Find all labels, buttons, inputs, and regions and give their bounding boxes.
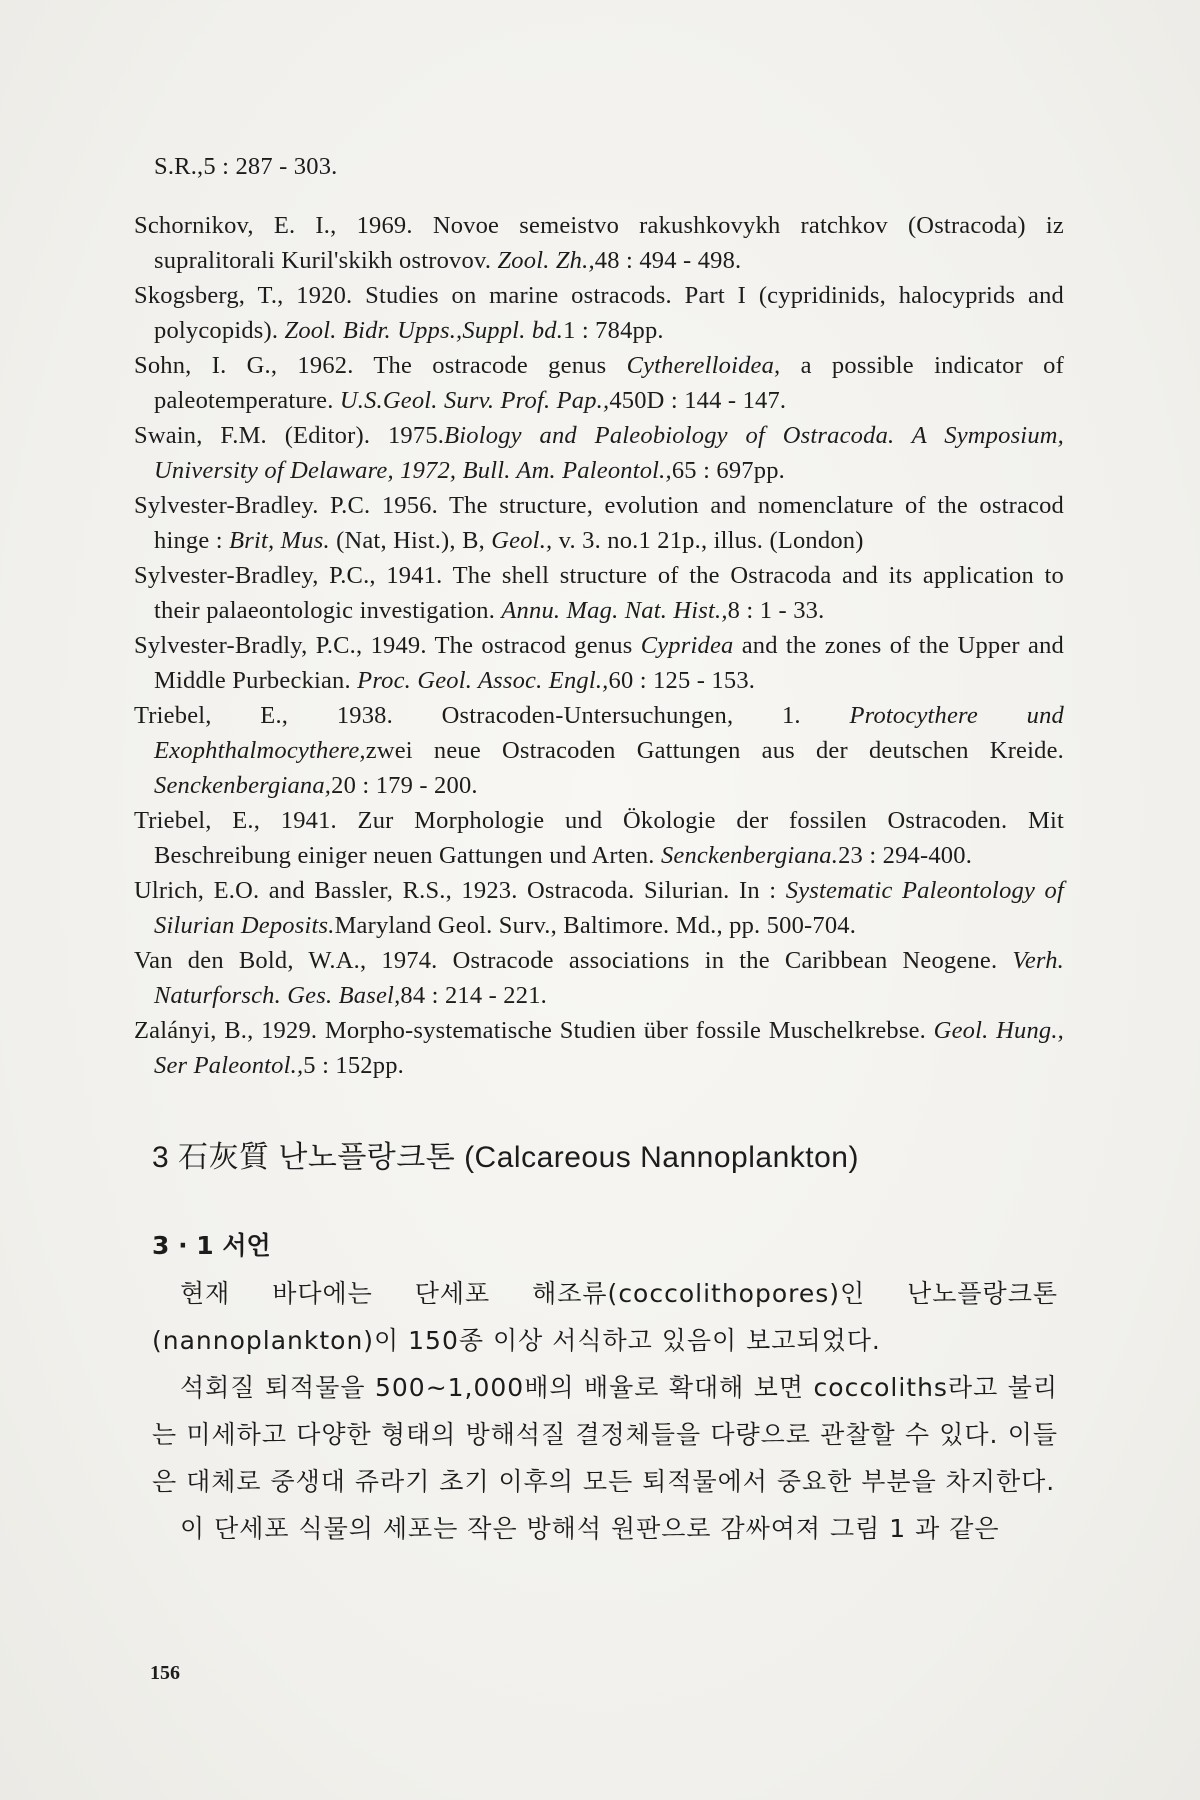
reference-text: and the zones of the Upper and Middle Purbeckian. [154, 632, 1065, 694]
reference-italic-text: Zool. Zh., [497, 247, 595, 274]
reference-entry [134, 558, 1064, 628]
reference-list [134, 124, 1064, 1083]
reference-text: Sylvester-Bradley. P.C. 1956. The structure, evolution and nomenclature of the ostracod hinge : [134, 492, 1064, 554]
reference-italic-text: Zool. Bidr. Upps.,Suppl. bd. [284, 317, 564, 344]
reference-text: (Nat, Hist.), B, [329, 527, 492, 554]
reference-continuation: S.R.,5 : 287 - 303. [154, 152, 338, 180]
reference-text: Triebel, E., 1938. Ostracoden-Untersuchungen, 1. [134, 702, 850, 729]
reference-italic-text: Senckenbergiana, [154, 772, 332, 799]
reference-text: Ulrich, E.O. and Bassler, R.S., 1923. Ostracoda. Silurian. In : [134, 877, 786, 904]
subsection-heading: 3 · 1 서언 [152, 1231, 271, 1260]
reference-entry [134, 418, 1064, 488]
section-body [152, 1270, 1058, 1552]
reference-text: Schornikov, E. I., 1969. Novoe semeistvo rakushkovykh ratchkov (Ostracoda) iz supralitorali Kuril'skikh ostrovov. [134, 212, 1064, 274]
reference-italic-text: Biology and Paleobiology of Ostracoda. A Symposium, University of Delaware, 1972, Bull. Am. Paleontol., [154, 422, 1064, 484]
body-paragraph: 현재 바다에는 단세포 해조류(coccolithopores)인 난노플랑크톤(nannoplankton)이 150종 이상 서식하고 있음이 보고되었다. [152, 1279, 1058, 1355]
reference-entry [134, 803, 1064, 873]
reference-text: Skogsberg, T., 1920. Studies on marine ostracods. Part I (cypridinids, halocyprids and polycopids). [134, 282, 1064, 344]
reference-text: v. 3. no.1 21p., illus. (London) [552, 527, 864, 554]
reference-entry [134, 348, 1064, 418]
reference-entry [134, 1013, 1064, 1083]
reference-text: zwei neue Ostracoden Gattungen aus der deutschen Kreide. [365, 737, 1064, 764]
reference-italic-text: U.S.Geol. Surv. Prof. Pap., [339, 387, 610, 414]
reference-text: 84 : 214 - 221. [400, 982, 547, 1009]
reference-italic-text: Protocythere und Exophthalmocythere, [154, 702, 1065, 764]
reference-italic-text: Systematic Paleontology of Silurian Deposits. [154, 877, 1064, 939]
reference-text: Sylvester-Bradly, P.C., 1949. The ostracod genus [134, 632, 641, 659]
reference-text: 65 : 697pp. [671, 457, 785, 484]
reference-text: Sylvester-Bradley, P.C., 1941. The shell structure of the Ostracoda and its application to their palaeontologic investigation. [134, 562, 1064, 624]
reference-italic-text: Proc. Geol. Assoc. Engl., [357, 667, 609, 694]
reference-italic-text: Verh. Naturforsch. Ges. Basel, [154, 947, 1064, 1009]
reference-entry [134, 208, 1064, 278]
reference-italic-text: Brit, Mus. [229, 527, 330, 554]
reference-italic-text: Annu. Mag. Nat. Hist., [501, 597, 728, 624]
reference-italic-text: Cytherelloidea, [626, 352, 781, 379]
section-title: 3 石灰質 난노플랑크톤 (Calcareous Nannoplankton) [152, 1141, 859, 1174]
body-paragraph: 이 단세포 식물의 세포는 작은 방해석 원판으로 감싸여져 그림 1 과 같은 [180, 1514, 1000, 1543]
reference-entries [134, 208, 1064, 1083]
body-paragraph: 석회질 퇴적물을 500~1,000배의 배율로 확대해 보면 coccoliths라고 불리는 미세하고 다양한 형태의 방해석질 결정체들을 다량으로 관찰할 수 있다. 이들은 대체로 중생대 쥬라기 초기 이후의 모든 퇴적물에서 중요한 부분을 차지한다. [152, 1373, 1058, 1496]
reference-text: Swain, F.M. (Editor). 1975. [134, 422, 445, 449]
reference-italic-text: Senckenbergiana. [660, 842, 839, 869]
page-number: 156 [150, 1662, 180, 1684]
reference-text: 1 : 784pp. [563, 317, 664, 344]
reference-entry [134, 873, 1064, 943]
reference-text: Triebel, E., 1941. Zur Morphologie und Ökologie der fossilen Ostracoden. Mit Beschreibung einiger neuen Gattungen und Arten. [134, 807, 1064, 869]
reference-italic-text: Geol. Hung., Ser Paleontol., [154, 1017, 1064, 1079]
reference-text: a possible indicator of paleotemperature. [154, 352, 1064, 414]
reference-entry [134, 278, 1064, 348]
reference-text: Zalányi, B., 1929. Morpho-systematische Studien über fossile Muschelkrebse. [134, 1017, 934, 1044]
reference-italic-text: Geol., [491, 527, 553, 554]
reference-text: 60 : 125 - 153. [608, 667, 756, 694]
reference-text: 8 : 1 - 33. [727, 597, 825, 624]
reference-text: 5 : 152pp. [303, 1052, 404, 1079]
reference-text: 23 : 294-400. [838, 842, 973, 869]
reference-text: 48 : 494 - 498. [594, 247, 742, 274]
reference-italic-text: Cypridea [640, 632, 734, 659]
reference-text: Van den Bold, W.A., 1974. Ostracode associations in the Caribbean Neogene. [134, 947, 1013, 974]
reference-text: 20 : 179 - 200. [331, 772, 478, 799]
reference-text: Maryland Geol. Surv., Baltimore. Md., pp. 500-704. [334, 912, 857, 939]
reference-text: Sohn, I. G., 1962. The ostracode genus [134, 352, 627, 379]
reference-entry [134, 943, 1064, 1013]
reference-entry [134, 488, 1064, 558]
reference-text: 450D : 144 - 147. [609, 387, 787, 414]
reference-entry [134, 698, 1064, 803]
reference-entry [134, 628, 1064, 698]
